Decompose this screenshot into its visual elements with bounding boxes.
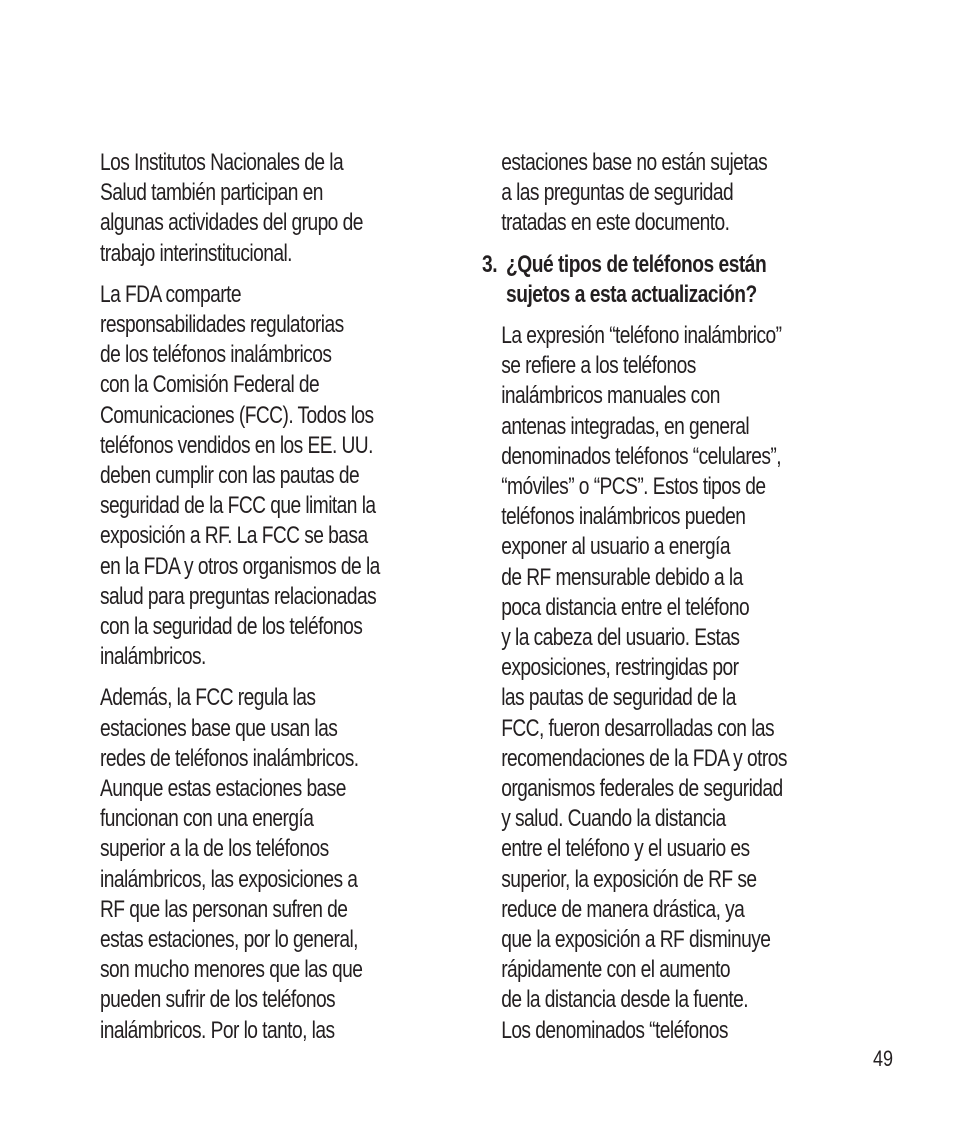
- text-line: pueden sufrir de los teléfonos: [100, 986, 336, 1014]
- text-line: estaciones base que usan las: [100, 714, 338, 742]
- text-line: organismos federales de seguridad: [501, 775, 783, 803]
- text-line: estas estaciones, por lo general,: [100, 926, 358, 954]
- text-line: inalámbricos manuales con: [501, 382, 720, 410]
- text-line: reduce de manera drástica, ya: [501, 895, 745, 923]
- text-line: exposiciones, restringidas por: [501, 654, 739, 682]
- text-line: las pautas de seguridad de la: [501, 684, 736, 712]
- text-line: son mucho menores que las que: [100, 956, 363, 984]
- text-line: Comunicaciones (FCC). Todos los: [100, 401, 374, 429]
- text-line: de RF mensurable debido a la: [501, 563, 743, 591]
- text-line: estaciones base no están sujetas: [501, 149, 768, 176]
- text-line: teléfonos vendidos en los EE. UU.: [100, 431, 373, 459]
- text-line: con la Comisión Federal de: [100, 371, 320, 399]
- text-line: algunas actividades del grupo de: [100, 209, 363, 237]
- paragraph-continuation: [482, 148, 858, 239]
- text-line: tratadas en este documento.: [501, 209, 730, 237]
- text-line: entre el teléfono y el usuario es: [501, 835, 750, 863]
- text-line: antenas integradas, en general: [501, 412, 750, 440]
- text-line: poca distancia entre el teléfono: [501, 593, 750, 621]
- text-line: Salud también participan en: [100, 179, 323, 207]
- text-line: responsabilidades regulatorias: [100, 311, 344, 339]
- text-line: con la seguridad de los teléfonos: [100, 613, 363, 641]
- text-line: seguridad de la FCC que limitan la: [100, 492, 376, 520]
- paragraph-institutes: [100, 148, 452, 269]
- text-line: denominados teléfonos “celulares”,: [501, 442, 781, 470]
- paragraph-fcc-base-stations: [100, 683, 452, 1045]
- text-line: superior, la exposición de RF se: [501, 865, 757, 893]
- text-line: rápidamente con el aumento: [501, 956, 730, 984]
- text-line: trabajo interinstitucional.: [100, 239, 292, 267]
- text-line: a las preguntas de seguridad: [501, 179, 734, 207]
- text-line: teléfonos inalámbricos pueden: [501, 503, 746, 531]
- heading-text: ¿Qué tipos de teléfonos están: [506, 250, 767, 278]
- text-line: recomendaciones de la FDA y otros: [501, 744, 787, 772]
- text-line: exposición a RF. La FCC se basa: [100, 522, 368, 550]
- text-line: Además, la FCC regula las: [100, 684, 316, 712]
- heading-line: sujetos a esta actualización?: [506, 280, 757, 308]
- text-line: Los Institutos Nacionales de la: [100, 149, 344, 176]
- text-line: salud para preguntas relacionadas: [100, 582, 377, 610]
- text-line: se refiere a los teléfonos: [501, 352, 696, 380]
- left-column: [100, 148, 452, 1057]
- heading-line: [482, 250, 858, 280]
- text-line: deben cumplir con las pautas de: [100, 462, 360, 490]
- text-line: Los denominados “teléfonos: [501, 1016, 728, 1044]
- text-line: “móviles” o “PCS”. Estos tipos de: [501, 473, 766, 501]
- text-line: RF que las personan sufren de: [100, 895, 348, 923]
- text-line: y la cabeza del usuario. Estas: [501, 624, 740, 652]
- text-line: funcionan con una energía: [100, 805, 314, 833]
- section-heading: [482, 250, 858, 310]
- text-line: inalámbricos.: [100, 643, 206, 671]
- text-line: y salud. Cuando la distancia: [501, 805, 726, 833]
- text-line: redes de teléfonos inalámbricos.: [100, 744, 359, 772]
- text-line: exponer al usuario a energía: [501, 533, 730, 561]
- page-number: 49: [873, 1046, 894, 1071]
- text-line: FCC, fueron desarrolladas con las: [501, 714, 775, 742]
- text-line: de la distancia desde la fuente.: [501, 986, 749, 1014]
- text-line: La FDA comparte: [100, 280, 242, 308]
- text-line: de los teléfonos inalámbricos: [100, 341, 332, 369]
- paragraph-wireless-phones: [482, 321, 858, 1046]
- paragraph-fda-fcc: [100, 280, 452, 673]
- text-line: superior a la de los teléfonos: [100, 835, 329, 863]
- text-line: La expresión “teléfono inalámbrico”: [501, 322, 782, 350]
- text-line: inalámbricos, las exposiciones a: [100, 865, 358, 893]
- text-line: inalámbricos. Por lo tanto, las: [100, 1016, 335, 1044]
- text-line: en la FDA y otros organismos de la: [100, 552, 380, 580]
- text-line: Aunque estas estaciones base: [100, 775, 346, 803]
- heading-number: 3.: [482, 250, 498, 278]
- right-column: [482, 148, 858, 1057]
- text-line: que la exposición a RF disminuye: [501, 926, 771, 954]
